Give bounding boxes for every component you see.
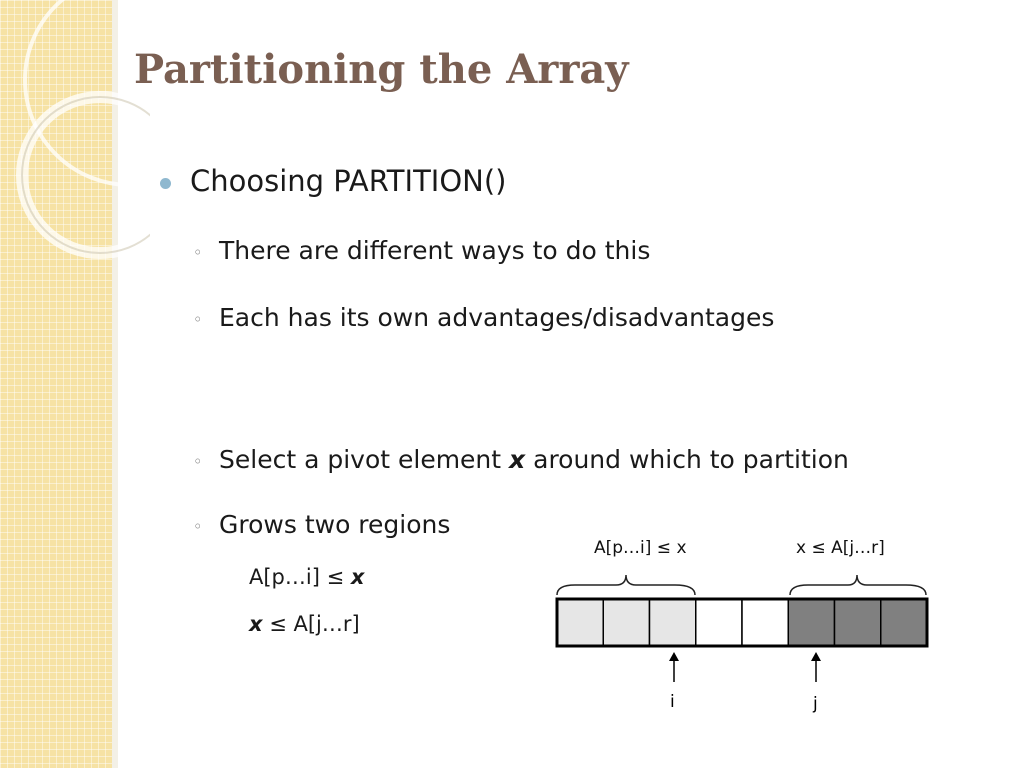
sub-bullet-3-pre: Select a pivot element bbox=[219, 445, 510, 474]
sub-bullet-2: Each has its own advantages/disadvantages bbox=[219, 303, 775, 332]
condition-right-var: x bbox=[249, 612, 263, 636]
pointer-i-label: i bbox=[670, 692, 675, 712]
left-brace bbox=[557, 575, 695, 595]
condition-right-region bbox=[249, 612, 360, 636]
pivot-variable: x bbox=[509, 445, 526, 474]
array-cell-high bbox=[788, 599, 834, 646]
condition-left-var: x bbox=[350, 565, 365, 589]
condition-left-region bbox=[249, 565, 364, 589]
diagram-left-label: A[p…i] ≤ x bbox=[594, 538, 687, 558]
sub-bullet-4: Grows two regions bbox=[219, 510, 451, 539]
array-cell-empty bbox=[696, 599, 742, 646]
sub-bullet-circle-icon: ◦ bbox=[193, 243, 203, 262]
array-cells bbox=[557, 599, 927, 646]
array-cell-high bbox=[835, 599, 881, 646]
decorative-rings bbox=[0, 0, 150, 260]
sub-bullet-circle-icon: ◦ bbox=[193, 517, 203, 536]
slide-title: Partitioning the Array bbox=[134, 46, 629, 93]
array-cell-low bbox=[557, 599, 603, 646]
diagram-right-label: x ≤ A[j…r] bbox=[796, 538, 885, 558]
array-cell-high bbox=[881, 599, 927, 646]
bullet-dot-icon bbox=[160, 178, 171, 189]
partition-diagram bbox=[550, 570, 940, 720]
sub-bullet-1: There are different ways to do this bbox=[219, 236, 651, 265]
array-cell-low bbox=[650, 599, 696, 646]
pointer-j-label: j bbox=[813, 694, 818, 714]
main-bullet: Choosing PARTITION() bbox=[190, 164, 507, 198]
pointer-j-arrow-icon bbox=[811, 652, 821, 682]
condition-right-text: ≤ A[j…r] bbox=[262, 612, 360, 636]
sub-bullet-3-post: around which to partition bbox=[525, 445, 849, 474]
array-cell-low bbox=[603, 599, 649, 646]
array-cell-empty bbox=[742, 599, 788, 646]
condition-left-text: A[p…i] ≤ bbox=[249, 565, 351, 589]
right-brace bbox=[790, 575, 926, 595]
sub-bullet-3 bbox=[219, 445, 849, 474]
pointer-i-arrow-icon bbox=[669, 652, 679, 682]
sub-bullet-circle-icon: ◦ bbox=[193, 452, 203, 471]
sub-bullet-circle-icon: ◦ bbox=[193, 310, 203, 329]
